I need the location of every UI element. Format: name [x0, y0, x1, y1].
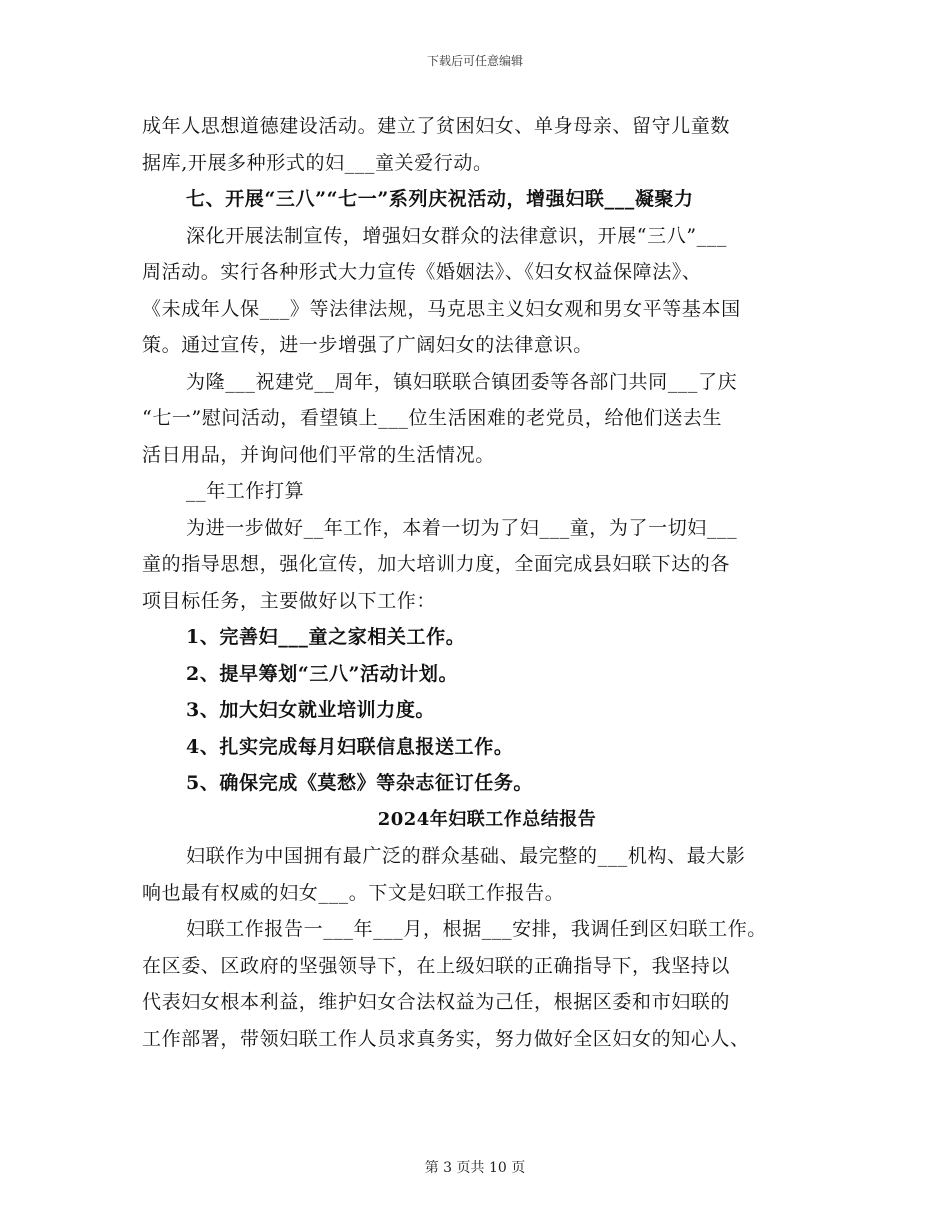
list-item: 3、加大妇女就业培训力度。 [186, 699, 436, 721]
subheading: __年工作打算 [186, 480, 305, 502]
list-item: 5、确保完成《莫愁》等杂志征订任务。 [186, 772, 534, 794]
list-item: 1、完善妇___童之家相关工作。 [186, 626, 466, 648]
text-line: 成年人思想道德建设活动。建立了贫困妇女、单身母亲、留守儿童数 [142, 115, 731, 137]
text-line: 《未成年人保___》等法律法规，马克思主义妇女观和男女平等基本国 [142, 297, 741, 320]
text-line: 响也最有权威的妇女___。下文是妇联工作报告。 [142, 881, 565, 904]
list-item: 4、扎实完成每月妇联信息报送工作。 [186, 735, 514, 758]
text-line: 策。通过宣传，进一步增强了广阔妇女的法律意识。 [142, 334, 593, 356]
text-line: 为进一步做好__年工作，本着一切为了妇___童，为了一切妇___ [186, 516, 738, 539]
text-line: 代表妇女根本利益，维护妇女合法权益为己任，根据区委和市妇联的 [142, 991, 731, 1013]
text-line: 工作部署，带领妇联工作人员求真务实，努力做好全区妇女的知心人、 [142, 1027, 750, 1050]
text-line: 妇联工作报告一___年___月，根据___安排，我调任到区妇联工作。 [186, 918, 767, 940]
text-line: 在区委、区政府的坚强领导下，在上级妇联的正确指导下，我坚持以 [142, 954, 731, 977]
text-line: “七一”慰问活动，看望镇上___位生活困难的老党员，给他们送去生 [142, 407, 723, 429]
section-heading: 七、开展“三八”“七一”系列庆祝活动，增强妇联___凝聚力 [186, 188, 694, 210]
text-line: 项目标任务，主要做好以下工作： [142, 589, 437, 612]
report-title: 2024年妇联工作总结报告 [377, 808, 597, 830]
page-footer: 第 3 页共 10 页 [424, 1160, 526, 1176]
text-line: 活日用品，并询问他们平常的生活情况。 [142, 443, 495, 466]
text-line: 为隆___祝建党__周年，镇妇联联合镇团委等各部门共同___了庆 [186, 370, 738, 393]
text-line: 童的指导思想，强化宣传，加大培训力度，全面完成县妇联下达的各 [142, 553, 731, 575]
text-line: 据库,开展多种形式的妇___童关爱行动。 [142, 151, 493, 174]
document-body [142, 108, 832, 1057]
text-line: 深化开展法制宣传，增强妇女群众的法律意识，开展“三八”___ [186, 224, 727, 247]
page-header: 下载后可任意编辑 [426, 54, 523, 68]
text-line: 周活动。实行各种形式大力宣传《婚姻法》、《妇女权益保障法》、 [142, 261, 702, 283]
list-item: 2、提早筹划“三八”活动计划。 [186, 662, 459, 685]
text-line: 妇联作为中国拥有最广泛的群众基础、最完整的___机构、最大影 [186, 845, 746, 867]
